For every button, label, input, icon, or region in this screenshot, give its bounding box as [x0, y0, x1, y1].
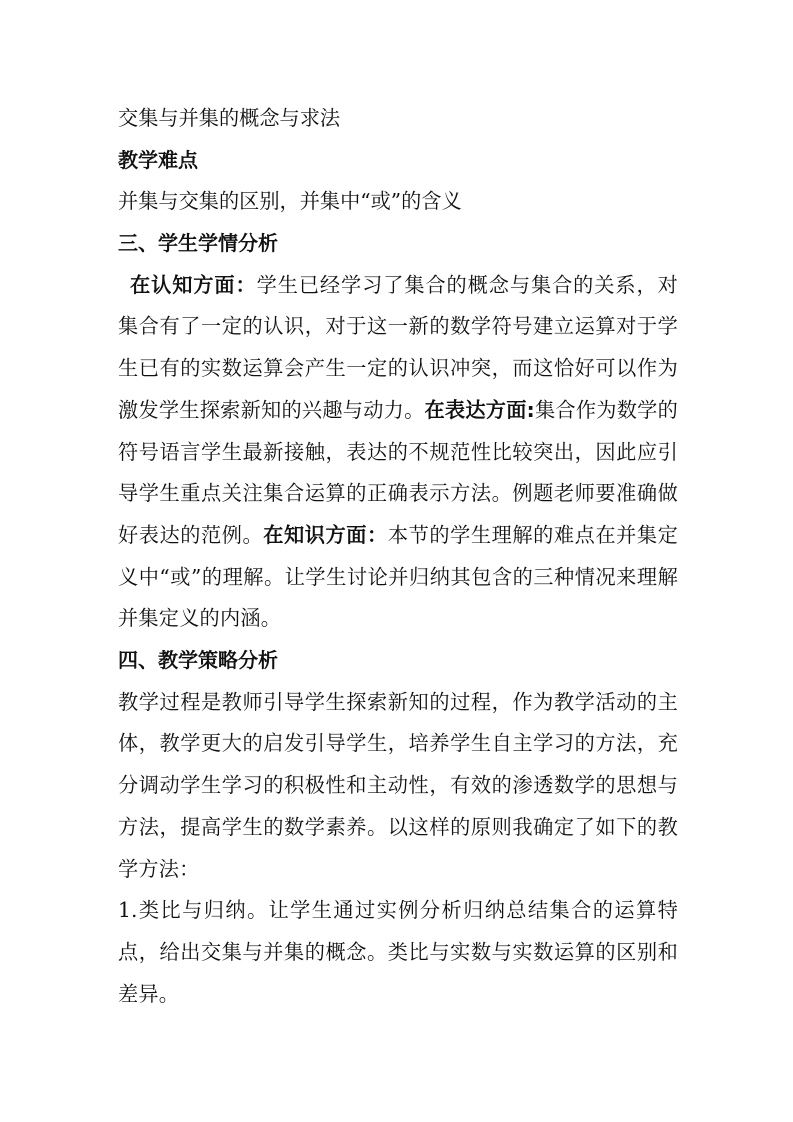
teaching-difficulty-heading: 教学难点: [118, 147, 198, 172]
strategy-paragraph: 教学过程是教师引导学生探索新知的过程，作为教学活动的主体，教学更大的启发引导学生，培养学生自主学习的方法，充分调动学生学习的积极性和主动性，有效的渗透数学的思想与方法，提高学生的数学素养。以这样的原则我确定了如下的教学方法：: [118, 689, 678, 881]
knowledge-label: 在知识方面：: [263, 522, 388, 547]
teaching-focus-text: 交集与并集的概念与求法: [118, 106, 341, 130]
section-3-heading: 三、学生学情分析: [118, 231, 278, 256]
expression-text: 集合作为数学的符号语言学生最新接触，表达的不规范性比较突出，因此应引导学生重点关注集合运算的正确表示方法。例题老师要准确做好表达的范例。: [118, 397, 678, 547]
student-analysis-paragraph: [118, 265, 678, 640]
teaching-difficulty-text: 并集与交集的区别，并集中“或”的含义: [118, 189, 462, 214]
knowledge-text: 本节的学生理解的难点在并集定义中“或”的理解。让学生讨论并归纳其包含的三种情况来理解并集定义的内涵。: [118, 522, 678, 631]
cognition-text: 学生已经学习了集合的概念与集合的关系，对集合有了一定的认识，对于这一新的数学符号建立运算对于学生已有的实数运算会产生一定的认识冲突，而这恰好可以作为激发学生探索新知的兴趣与动力。: [118, 272, 678, 422]
method-1-paragraph: 1.类比与归纳。让学生通过实例分析归纳总结集合的运算特点，给出交集与并集的概念。类比与实数与实数运算的区别和差异。: [118, 898, 678, 1006]
expression-label: 在表达方面:: [424, 397, 535, 422]
cognition-label: 在认知方面：: [130, 272, 257, 297]
document-page: [118, 98, 678, 1015]
section-4-heading: 四、教学策略分析: [118, 648, 278, 673]
